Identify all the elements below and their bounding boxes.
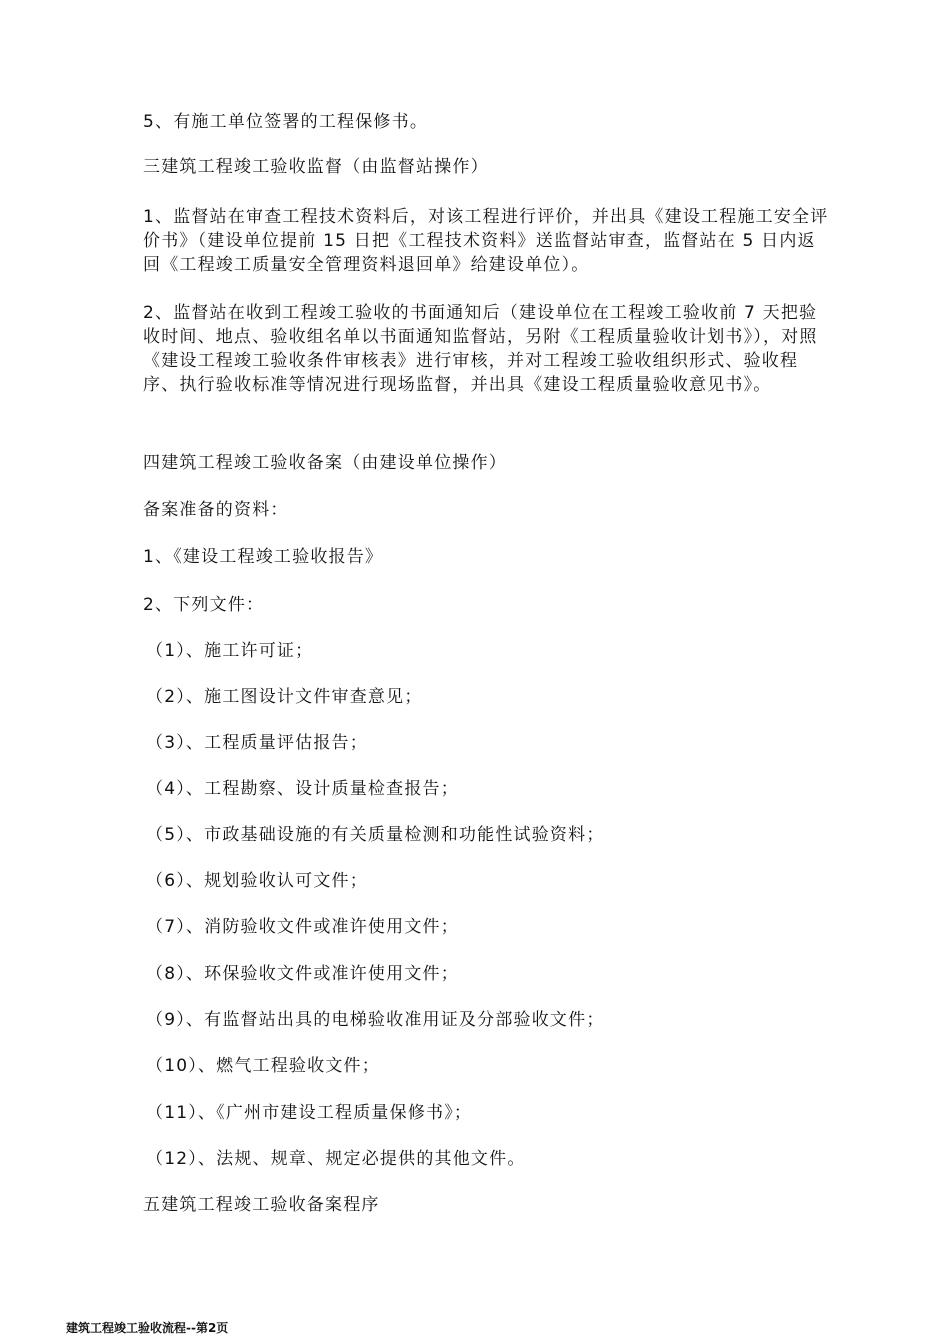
heading-section-4: 四建筑工程竣工验收备案（由建设单位操作）: [143, 453, 507, 473]
list-item-doc-1: （1）、施工许可证；: [146, 641, 314, 661]
list-item-documents: 2、下列文件：: [143, 595, 265, 615]
list-item-doc-4: （4）、工程勘察、设计质量检查报告；: [146, 779, 459, 799]
paragraph-materials-intro: 备案准备的资料：: [143, 500, 289, 520]
list-item-doc-3: （3）、工程质量评估报告；: [146, 733, 368, 753]
heading-section-5: 五建筑工程竣工验收备案程序: [143, 1195, 380, 1215]
paragraph-supervision-1: 1、监督站在审查工程技术资料后，对该工程进行评价，并出具《建设工程施工安全评价书》（建设单位提前 15 日把《工程技术资料》送监督站审查，监督站在 5 日内返回《工程竣工质量安全管理资料退回单》给建设单位）。: [143, 207, 829, 275]
list-item-doc-10: （10）、燃气工程验收文件；: [146, 1056, 380, 1076]
list-item-doc-6: （6）、规划验收认可文件；: [146, 871, 368, 891]
list-item-doc-5: （5）、市政基础设施的有关质量检测和功能性试验资料；: [146, 825, 605, 845]
heading-section-3: 三建筑工程竣工验收监督（由监督站操作）: [143, 157, 489, 177]
list-item-doc-7: （7）、消防验收文件或准许使用文件；: [146, 917, 459, 937]
page-footer: 建筑工程竣工验收流程--第2页: [66, 1321, 229, 1335]
list-item-doc-12: （12）、法规、规章、规定必提供的其他文件。: [146, 1149, 526, 1169]
list-item-report: 1、《建设工程竣工验收报告》: [143, 547, 384, 567]
list-item-doc-2: （2）、施工图设计文件审查意见；: [146, 687, 423, 707]
list-item-doc-11: （11）、《广州市建设工程质量保修书》；: [146, 1103, 473, 1123]
list-item-doc-9: （9）、有监督站出具的电梯验收准用证及分部验收文件；: [146, 1010, 605, 1030]
paragraph-warranty: 5、有施工单位签署的工程保修书。: [143, 112, 429, 132]
list-item-doc-8: （8）、环保验收文件或准许使用文件；: [146, 964, 459, 984]
paragraph-supervision-2: 2、监督站在收到工程竣工验收的书面通知后（建设单位在工程竣工验收前 7 天把验收时间、地点、验收组名单以书面通知监督站，另附《工程质量验收计划书》），对照《建设工程竣工验收条件审核表》进行审核，并对工程竣工验收组织形式、验收程序、执行验收标准等情况进行现场监督，并出具《建设工程质量验收意见书》。: [143, 303, 818, 395]
